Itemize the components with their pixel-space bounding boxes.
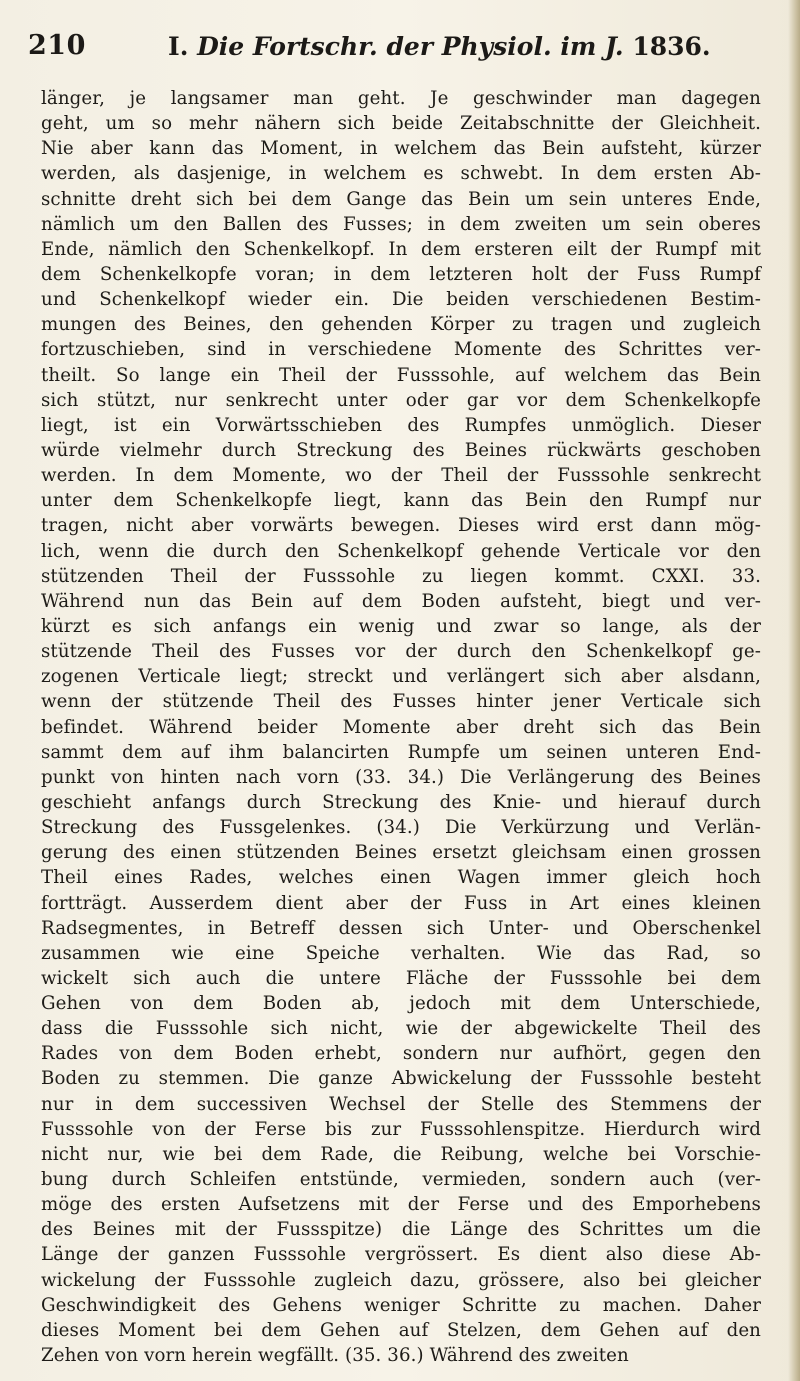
text-line: kürzt es sich anfangs ein wenig und zwar so lange, als der [41,615,761,637]
text-line: stützenden Theil der Fusssohle zu liegen kommt. CXXI. 33. [41,565,761,587]
text-line: Rades von dem Boden erhebt, sondern nur aufhört, gegen den [41,1043,761,1065]
text-line: sich stützt, nur senkrecht unter oder gar vor dem Schenkelkopfe [41,389,761,411]
text-line: Ende, nämlich den Schenkelkopf. In dem ersteren eilt der Rumpf mit [41,238,761,260]
text-line: wickelt sich auch die untere Fläche der Fusssohle bei dem [41,967,761,989]
text-line: theilt. So lange ein Theil der Fusssohle, auf welchem das Bein [41,364,761,386]
text-line: Geschwindigkeit des Gehens weniger Schritte zu machen. Daher [41,1294,761,1316]
running-head-prefix: I. [168,32,189,61]
text-line: zusammen wie eine Speiche verhalten. Wie das Rad, so [41,942,761,964]
text-line: punkt von hinten nach vorn (33. 34.) Die Verlängerung des Beines [41,766,761,788]
body-text [41,86,761,1368]
text-line: unter dem Schenkelkopfe liegt, kann das Bein den Rumpf nur [41,490,761,512]
text-line: zogenen Verticale liegt; streckt und verlängert sich aber alsdann, [41,666,761,688]
text-line: dem Schenkelkopfe voran; in dem letzteren holt der Fuss Rumpf [41,263,761,285]
text-line: länger, je langsamer man geht. Je geschwinder man dagegen [41,88,761,109]
text-line: sammt dem auf ihm balancirten Rumpfe um seinen unteren End- [41,741,761,763]
text-line: tragen, nicht aber vorwärts bewegen. Dieses wird erst dann mög- [41,515,761,537]
text-line: Nie aber kann das Moment, in welchem das Bein aufsteht, kürzer [41,138,761,160]
text-line: dass die Fusssohle sich nicht, wie der abgewickelte Theil des [41,1018,761,1040]
text-line: fortzuschieben, sind in verschiedene Momente des Schrittes ver- [41,339,761,361]
text-line: Radsegmentes, in Betreff dessen sich Unter- und Oberschenkel [41,917,761,939]
text-line: Fusssohle von der Ferse bis zur Fusssohlenspitze. Hierdurch wird [41,1118,761,1140]
running-head-year: 1836. [632,32,711,61]
running-head [168,32,711,61]
text-line: Gehen von dem Boden ab, jedoch mit dem Unterschiede, [41,993,761,1015]
text-line: Länge der ganzen Fusssohle vergrössert. Es dient also diese Ab- [41,1244,761,1266]
running-head-title: Die Fortschr. der Physiol. im J. [197,32,624,61]
text-line: nur in dem successiven Wechsel der Stelle des Stemmens der [41,1093,761,1115]
text-line: und Schenkelkopf wieder ein. Die beiden verschiedenen Bestim- [41,289,761,311]
text-line: Zehen von vorn herein wegfällt. (35. 36.) Während des zweiten [41,1345,629,1367]
text-line: Boden zu stemmen. Die ganze Abwickelung der Fusssohle besteht [41,1068,761,1090]
text-line: nicht nur, wie bei dem Rade, die Reibung, welche bei Vorschie- [41,1143,761,1165]
text-line: Streckung des Fussgelenkes. (34.) Die Verkürzung und Verlän- [41,817,761,839]
text-line: lich, wenn die durch den Schenkelkopf gehende Verticale vor den [41,540,761,562]
text-line: Während nun das Bein auf dem Boden aufsteht, biegt und ver- [41,590,761,612]
text-line: Theil eines Rades, welches einen Wagen immer gleich hoch [41,867,761,889]
text-line: gerung des einen stützenden Beines ersetzt gleichsam einen grossen [41,842,761,864]
text-line: stützende Theil des Fusses vor der durch den Schenkelkopf ge- [41,641,761,663]
text-line: befindet. Während beider Momente aber dreht sich das Bein [41,716,761,738]
text-line: schnitte dreht sich bei dem Gange das Bein um sein unteres Ende, [41,188,761,210]
text-line: dieses Moment bei dem Gehen auf Stelzen, dem Gehen auf den [41,1319,761,1341]
page-edge-shadow [788,0,800,1381]
text-line: werden, als dasjenige, in welchem es schwebt. In dem ersten Ab- [41,163,761,185]
text-line: geschieht anfangs durch Streckung des Knie- und hierauf durch [41,791,761,813]
text-line: nämlich um den Ballen des Fusses; in dem zweiten um sein oberes [41,213,761,235]
text-line: geht, um so mehr nähern sich beide Zeitabschnitte der Gleichheit. [41,113,761,135]
text-line: liegt, ist ein Vorwärtsschieben des Rumpfes unmöglich. Dieser [41,414,761,436]
text-line: werden. In dem Momente, wo der Theil der Fusssohle senkrecht [41,465,761,487]
text-line: mungen des Beines, den gehenden Körper zu tragen und zugleich [41,314,761,336]
text-line: fortträgt. Ausserdem dient aber der Fuss in Art eines kleinen [41,892,761,914]
text-line: wenn der stützende Theil des Fusses hinter jener Verticale sich [41,691,761,713]
text-line: möge des ersten Aufsetzens mit der Ferse und des Emporhebens [41,1194,761,1216]
text-line: würde vielmehr durch Streckung des Beines rückwärts geschoben [41,439,761,461]
page-header [28,30,778,70]
text-line: wickelung der Fusssohle zugleich dazu, grössere, also bei gleicher [41,1269,761,1291]
page-number: 210 [28,30,86,61]
text-line: bung durch Schleifen entstünde, vermieden, sondern auch (ver- [41,1169,761,1191]
text-line: des Beines mit der Fussspitze) die Länge des Schrittes um die [41,1219,761,1241]
